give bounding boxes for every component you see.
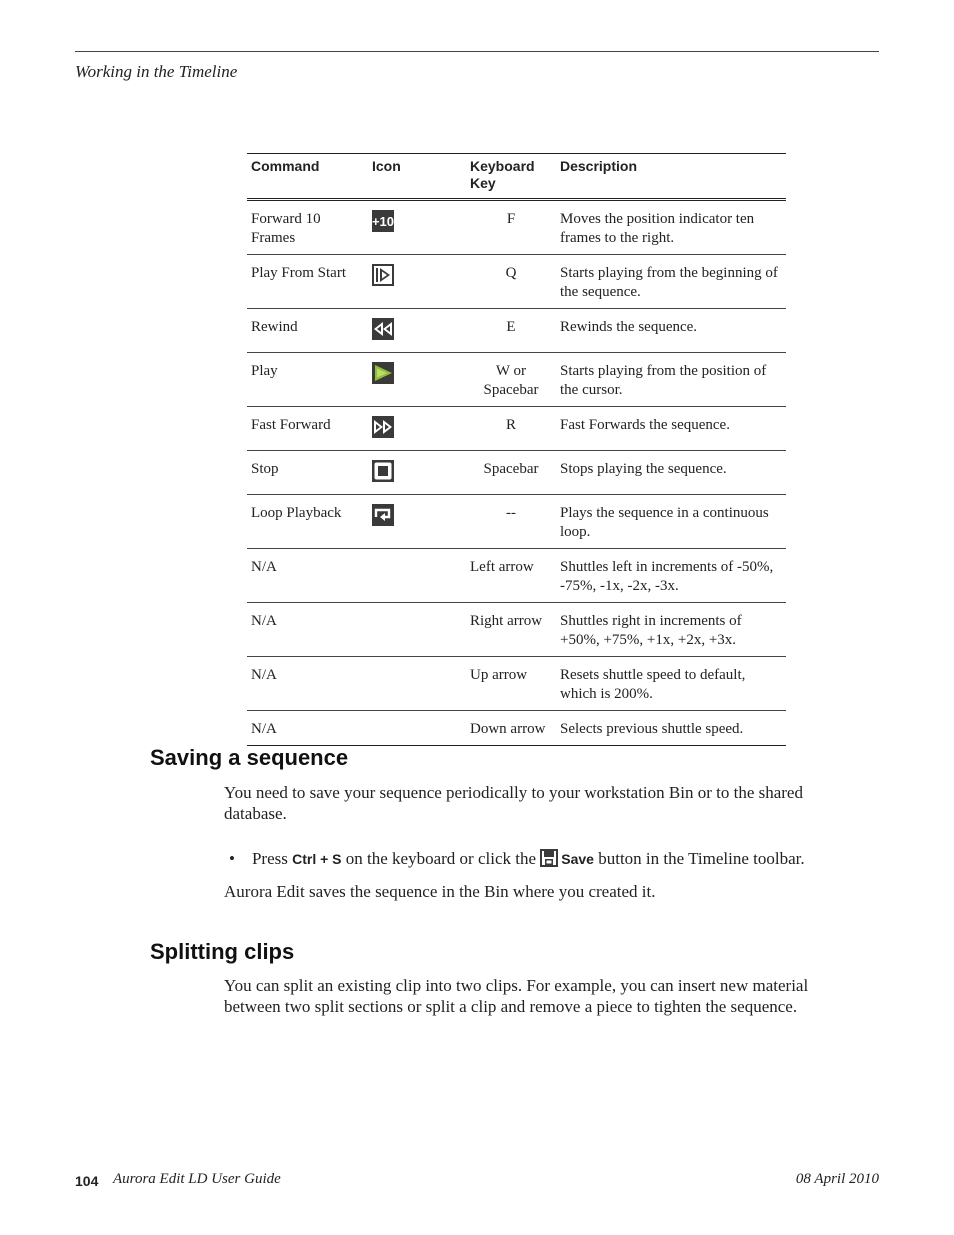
saving-result: Aurora Edit saves the sequence in the Bin where you created it. xyxy=(224,882,656,901)
key-cell: W or Spacebar xyxy=(466,353,556,407)
description-cell: Rewinds the sequence. xyxy=(556,309,786,353)
icon-cell xyxy=(368,407,466,451)
description-cell: Moves the position indicator ten frames to the right. xyxy=(556,200,786,255)
fast-forward-icon xyxy=(372,416,394,438)
header-keyboard-key: Keyboard Key xyxy=(466,154,556,200)
key-cell: Up arrow xyxy=(466,657,556,711)
bullet-end-text: button in the Timeline toolbar. xyxy=(598,849,805,868)
icon-cell xyxy=(368,451,466,495)
command-cell: Stop xyxy=(247,451,368,495)
key-cell: Left arrow xyxy=(466,549,556,603)
icon-cell xyxy=(368,255,466,309)
command-cell: Rewind xyxy=(247,309,368,353)
key-cell: Q xyxy=(466,255,556,309)
table-row xyxy=(247,495,786,549)
command-table xyxy=(247,153,786,746)
icon-cell xyxy=(368,495,466,549)
bullet-press-text: Press xyxy=(251,849,288,868)
description-cell: Starts playing from the position of the cursor. xyxy=(556,353,786,407)
save-instruction-bullet xyxy=(229,848,805,870)
splitting-heading: Splitting clips xyxy=(150,939,295,964)
command-cell: N/A xyxy=(247,549,368,603)
header-command: Command xyxy=(247,154,368,200)
command-cell: Forward 10 Frames xyxy=(247,200,368,255)
icon-cell xyxy=(368,657,466,711)
splitting-intro: You can split an existing clip into two clips. For example, you can insert new material between two split sections or split a clip and remove a piece to tighten the sequence. xyxy=(224,976,809,1016)
description-cell: Shuttles right in increments of +50%, +75%, +1x, +2x, +3x. xyxy=(556,603,786,657)
bullet-mid-text: on the keyboard or click the xyxy=(345,849,537,868)
saving-heading: Saving a sequence xyxy=(150,745,349,770)
description-cell: Starts playing from the beginning of the sequence. xyxy=(556,255,786,309)
forward-10-icon xyxy=(372,210,394,232)
key-cell: -- xyxy=(466,495,556,549)
command-cell: N/A xyxy=(247,603,368,657)
icon-cell xyxy=(368,200,466,255)
play-icon xyxy=(372,362,394,384)
table-row xyxy=(247,255,786,309)
description-cell: Resets shuttle speed to default, which is 200%. xyxy=(556,657,786,711)
key-cell: Spacebar xyxy=(466,451,556,495)
keyboard-shortcut: Ctrl + S xyxy=(292,851,342,867)
table-row xyxy=(247,407,786,451)
bullet-mark: • xyxy=(229,849,235,868)
table-row xyxy=(247,549,786,603)
stop-icon xyxy=(372,460,394,482)
page-number: 104 xyxy=(75,1173,99,1189)
description-cell: Plays the sequence in a continuous loop. xyxy=(556,495,786,549)
icon-cell xyxy=(368,603,466,657)
description-cell: Selects previous shuttle speed. xyxy=(556,711,786,746)
key-cell: Down arrow xyxy=(466,711,556,746)
command-cell: N/A xyxy=(247,711,368,746)
table-header-row xyxy=(247,154,786,200)
play-from-start-icon xyxy=(372,264,394,286)
running-head: Working in the Timeline xyxy=(75,62,238,81)
loop-playback-icon xyxy=(372,504,394,526)
icon-cell xyxy=(368,309,466,353)
command-cell: Fast Forward xyxy=(247,407,368,451)
description-cell: Fast Forwards the sequence. xyxy=(556,407,786,451)
saving-intro: You need to save your sequence periodically to your workstation Bin or to the shared database. xyxy=(224,783,803,823)
table-row xyxy=(247,603,786,657)
icon-cell xyxy=(368,711,466,746)
guide-title: Aurora Edit LD User Guide xyxy=(113,1171,281,1187)
command-cell: N/A xyxy=(247,657,368,711)
command-cell: Loop Playback xyxy=(247,495,368,549)
svg-text:+10: +10 xyxy=(372,214,394,229)
icon-cell xyxy=(368,549,466,603)
save-button-label: Save xyxy=(561,851,594,867)
icon-cell xyxy=(368,353,466,407)
key-cell: F xyxy=(466,200,556,255)
publication-date: 08 April 2010 xyxy=(795,1171,879,1187)
header-description: Description xyxy=(556,154,786,200)
description-cell: Stops playing the sequence. xyxy=(556,451,786,495)
header-icon: Icon xyxy=(368,154,466,200)
table-row xyxy=(247,353,786,407)
header-rule xyxy=(75,51,879,52)
table-row xyxy=(247,200,786,255)
key-cell: E xyxy=(466,309,556,353)
rewind-icon xyxy=(372,318,394,340)
table-row xyxy=(247,657,786,711)
description-cell: Shuttles left in increments of -50%, -75%, -1x, -2x, -3x. xyxy=(556,549,786,603)
table-row xyxy=(247,451,786,495)
key-cell: R xyxy=(466,407,556,451)
command-cell: Play From Start xyxy=(247,255,368,309)
key-cell: Right arrow xyxy=(466,603,556,657)
command-cell: Play xyxy=(247,353,368,407)
table-row xyxy=(247,309,786,353)
table-row xyxy=(247,711,786,746)
save-icon xyxy=(540,849,558,867)
